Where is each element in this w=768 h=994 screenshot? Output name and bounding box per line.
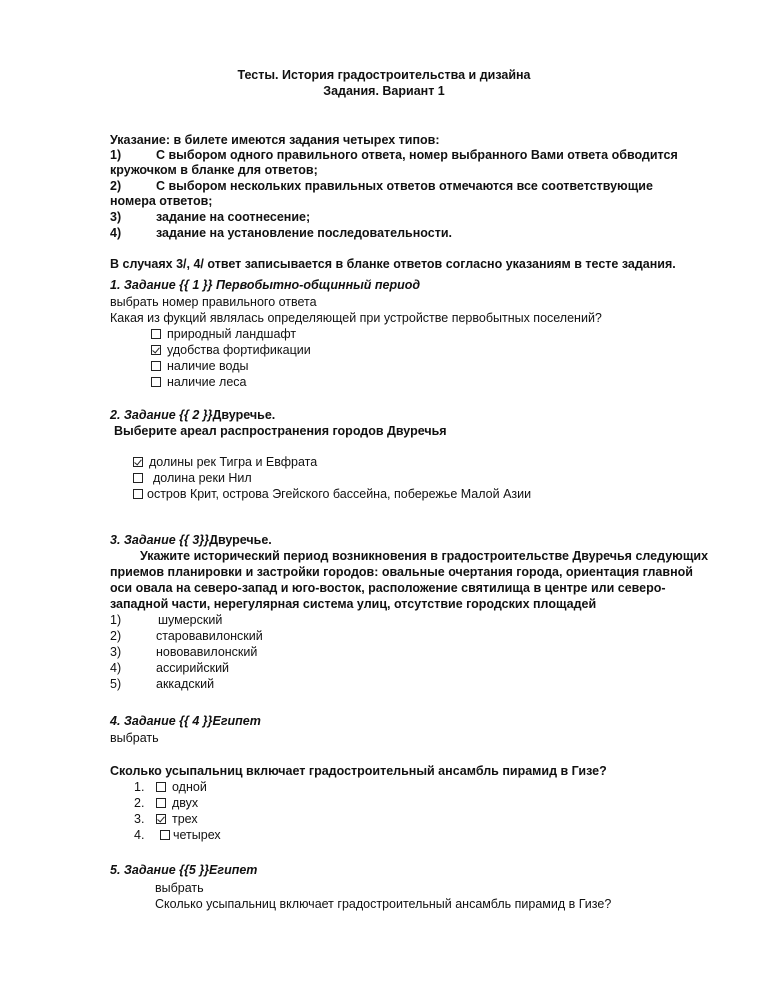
instruction-text: задание на соотнесение;	[156, 210, 311, 224]
option-label: долина реки Нил	[153, 471, 252, 485]
instruction-text-cont: кружочком в бланке для ответов;	[110, 163, 318, 177]
task-2-option[interactable]	[133, 471, 252, 486]
option-label: четырех	[173, 828, 221, 842]
checkbox-icon[interactable]	[156, 782, 166, 792]
task-1-heading: 1. Задание {{ 1 }} Первобытно-общинный период	[110, 278, 421, 292]
task-1-option[interactable]	[151, 375, 247, 390]
task-3-heading-number: 3. Задание {{ 3}}	[110, 533, 210, 547]
task-4-option-num: 1.	[134, 780, 145, 794]
task-3-question-line: западной части, нерегулярная система улиц, отсутствие городских площадей	[110, 597, 597, 611]
task-4-option-num: 3.	[134, 812, 145, 826]
task-1-option[interactable]	[151, 343, 311, 358]
checkbox-icon[interactable]	[133, 473, 143, 483]
option-label: долины рек Тигра и Евфрата	[149, 455, 318, 469]
checkbox-icon[interactable]	[151, 329, 161, 339]
task-3-question-line: оси овала на северо-запад и юго-восток, расположение святилища в центре или северо-	[110, 581, 666, 595]
checkbox-icon[interactable]	[151, 377, 161, 387]
option-label: одной	[172, 780, 207, 794]
task-3-option-num: 2)	[110, 629, 122, 643]
task-2-question: Выберите ареал распространения городов Двуречья	[114, 424, 447, 438]
task-3-option-num: 3)	[110, 645, 122, 659]
task-3-option-num: 1)	[110, 613, 122, 627]
option-label: трех	[172, 812, 198, 826]
task-5-type: выбрать	[155, 881, 204, 895]
task-4-option-num: 2.	[134, 796, 145, 810]
instruction-text-cont: номера ответов;	[110, 194, 213, 208]
task-4-option[interactable]	[160, 828, 221, 843]
instruction-num: 4)	[110, 226, 122, 240]
task-2-option[interactable]	[133, 455, 317, 470]
checked-checkbox-icon[interactable]	[156, 814, 166, 824]
task-4-option[interactable]	[156, 812, 198, 827]
task-3-option[interactable]: ассирийский	[156, 661, 230, 675]
document-title: Тесты. История градостроительства и дизайна	[237, 68, 531, 82]
task-2-option[interactable]	[133, 487, 531, 502]
task-3-option[interactable]: нововавилонский	[156, 645, 258, 659]
task-3-heading-topic: Двуречье.	[209, 533, 272, 547]
task-1-type: выбрать номер правильного ответа	[110, 295, 317, 309]
task-3-option[interactable]: аккадский	[156, 677, 215, 691]
option-label: остров Крит, острова Эгейского бассейна, побережье Малой Азии	[147, 487, 532, 501]
task-1-option[interactable]	[151, 359, 249, 374]
instruction-text: С выбором нескольких правильных ответов отмечаются все соответствующие	[156, 179, 653, 193]
task-5-question: Сколько усыпальниц включает градостроительный ансамбль пирамид в Гизе?	[155, 897, 612, 911]
instructions-intro: Указание: в билете имеются задания четырех типов:	[110, 133, 440, 147]
option-label: удобства фортификации	[167, 343, 311, 357]
instruction-num: 2)	[110, 179, 122, 193]
task-2-heading-number: 2. Задание {{ 2 }}	[110, 408, 213, 422]
task-5-heading: 5. Задание {{5 }}Египет	[110, 863, 258, 877]
task-3-question-line: Укажите исторический период возникновения в градостроительстве Двуречья следующих	[140, 549, 709, 563]
task-3-option-num: 4)	[110, 661, 122, 675]
option-label: природный ландшафт	[167, 327, 297, 341]
task-4-option[interactable]	[156, 780, 207, 795]
option-label: наличие воды	[167, 359, 249, 373]
instruction-num: 3)	[110, 210, 122, 224]
task-2-heading-topic: Двуречье.	[212, 408, 276, 422]
task-1-option[interactable]	[151, 327, 296, 342]
checked-checkbox-icon[interactable]	[133, 457, 143, 467]
task-3-question-line: приемов планировки и застройки городов: овальные очертания города, ориентация главной	[110, 565, 693, 579]
task-3-option[interactable]: старовавилонский	[156, 629, 263, 643]
task-1-question: Какая из фукций являлась определяющей при устройстве первобытных поселений?	[110, 311, 602, 325]
task-2-heading	[110, 408, 275, 423]
instruction-num: 1)	[110, 148, 122, 162]
option-label: наличие леса	[167, 375, 247, 389]
document-subtitle: Задания. Вариант 1	[323, 84, 445, 98]
option-label: двух	[172, 796, 199, 810]
task-4-option[interactable]	[156, 796, 198, 811]
task-4-option-num: 4.	[134, 828, 145, 842]
checkbox-icon[interactable]	[160, 830, 170, 840]
task-3-option[interactable]: шумерский	[158, 613, 223, 627]
task-4-type: выбрать	[110, 731, 159, 745]
checkbox-icon[interactable]	[156, 798, 166, 808]
task-4-heading: 4. Задание {{ 4 }}Египет	[110, 714, 261, 728]
instruction-text: задание на установление последовательности.	[156, 226, 452, 240]
task-3-option-num: 5)	[110, 677, 122, 691]
instructions-note: В случаях 3/, 4/ ответ записывается в бланке ответов согласно указаниям в тесте задания.	[110, 257, 676, 271]
checkbox-icon[interactable]	[133, 489, 143, 499]
instruction-text: С выбором одного правильного ответа, номер выбранного Вами ответа обводится	[156, 148, 678, 162]
task-3-heading	[110, 533, 272, 548]
task-4-question: Сколько усыпальниц включает градостроительный ансамбль пирамид в Гизе?	[110, 764, 607, 778]
checked-checkbox-icon[interactable]	[151, 345, 161, 355]
checkbox-icon[interactable]	[151, 361, 161, 371]
